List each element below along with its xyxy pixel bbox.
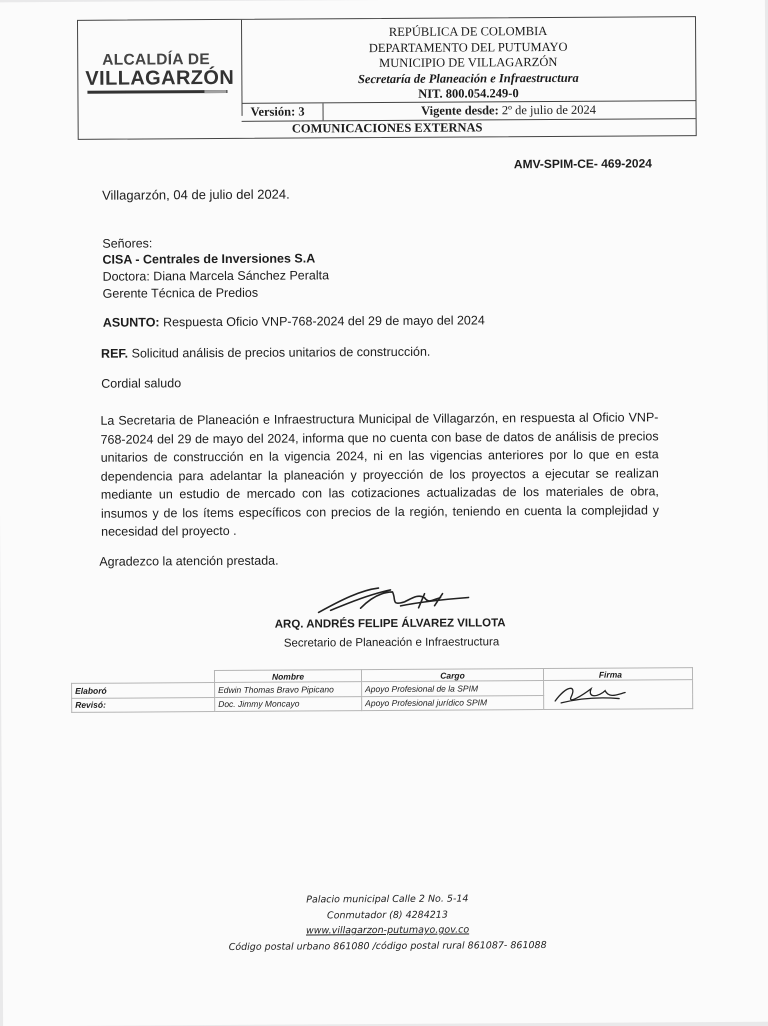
nit-line: NIT. 800.054.249-0 (418, 86, 519, 101)
signatory-role: Secretario de Planeación e Infraestructura (283, 636, 500, 650)
signature-scribble (300, 579, 480, 620)
letterhead (77, 16, 697, 140)
recipient-role: Gerente Técnica de Predios (102, 285, 259, 301)
reference-code: AMV-SPIM-CE- 469-2024 (513, 156, 652, 172)
table-corner (71, 671, 214, 684)
footer (152, 891, 622, 956)
asunto-label: ASUNTO: (102, 315, 160, 330)
version-label: Versión: (250, 104, 296, 119)
office-line: Secretaría de Planeación e Infraestructura (357, 70, 579, 86)
logo (78, 20, 243, 117)
vigente-value: 2º de julio de 2024 (501, 102, 597, 118)
signatory-name: ARQ. ANDRÉS FELIPE ÁLVAREZ VILLOTA (274, 617, 506, 631)
department-line: DEPARTAMENTO DEL PUTUMAYO (368, 39, 568, 55)
asunto-text: Respuesta Oficio VNP-768-2024 del 29 de mayo del 2024 (162, 313, 485, 330)
footer-website[interactable]: www.villagarzon-putumayo.gov.co (305, 924, 470, 937)
vigente-label: Vigente desde: (421, 103, 499, 118)
footer-phone: Conmutador (8) 4284213 (327, 909, 448, 921)
body-paragraph: La Secretaria de Planeación e Infraestructura Municipal de Villagarzón, en respuesta al Oficio VNP-768-2024 del 29 de mayo del 2024, informa que no cuenta con base de datos de análisis de precios unitarios de construcción en la vigencia 2024, ni en las vigencias anteriores por lo que en esta dependencia para adelantar la planeación y proyección de los proyectos a ejecutar se realizan mediante un estudio de mercado con las cotizaciones actualizadas de los materiales de obra, insumos y de los ítems específicos con precios de la región, teniendo en cuenta la complejidad y necesidad del proyecto . (100, 410, 660, 539)
header-cargo: Cargo (361, 669, 543, 682)
logo-underline-accent (204, 90, 226, 93)
row-label: Revisó: (72, 697, 215, 712)
recipient-company: CISA - Centrales de Inversiones S.A (102, 251, 316, 267)
initials-signature (547, 680, 637, 707)
version-value: 3 (298, 104, 305, 119)
row-name: Doc. Jimmy Moncayo (215, 696, 362, 711)
header-firma: Firma (543, 668, 692, 681)
row-cargo: Apoyo Profesional de la SPIM (362, 681, 544, 697)
approval-table (71, 667, 693, 713)
logo-line1: ALCALDÍA DE (102, 51, 211, 69)
row-firma (544, 680, 693, 710)
vigente-cell (334, 101, 684, 120)
row-label: Elaboró (72, 683, 215, 698)
closing: Agradezco la atención prestada. (99, 553, 279, 569)
municipality-line: MUNICIPIO DE VILLAGARZÓN (379, 54, 558, 71)
row-cargo: Apoyo Profesional jurídico SPIM (362, 695, 544, 711)
recipient-person: Doctora: Diana Marcela Sánchez Peralta (102, 268, 330, 284)
footer-postal: Código postal urbano 861080 /código postal rural 861087- 861088 (228, 939, 547, 953)
greeting: Cordial saludo (101, 376, 182, 391)
ref-text: Solicitud análisis de precios unitarios de construcción. (131, 344, 431, 361)
place-date: Villagarzón, 04 de julio del 2024. (102, 186, 290, 203)
section-title: COMUNICACIONES EXTERNAS (291, 120, 483, 136)
header-nombre: Nombre (214, 670, 361, 683)
recipient-salutation: Señores: (102, 236, 153, 251)
logo-line2: VILLAGARZÓN (85, 66, 235, 90)
version-cell (242, 103, 324, 121)
letterhead-info (241, 23, 695, 103)
asunto-line (103, 313, 485, 329)
ref-label: REF. (100, 346, 129, 361)
country-line: REPÚBLICA DE COLOMBIA (388, 23, 548, 39)
footer-address: Palacio municipal Calle 2 No. 5-14 (306, 893, 469, 906)
ref-line (101, 345, 430, 361)
row-name: Edwin Thomas Bravo Pipicano (215, 682, 362, 697)
